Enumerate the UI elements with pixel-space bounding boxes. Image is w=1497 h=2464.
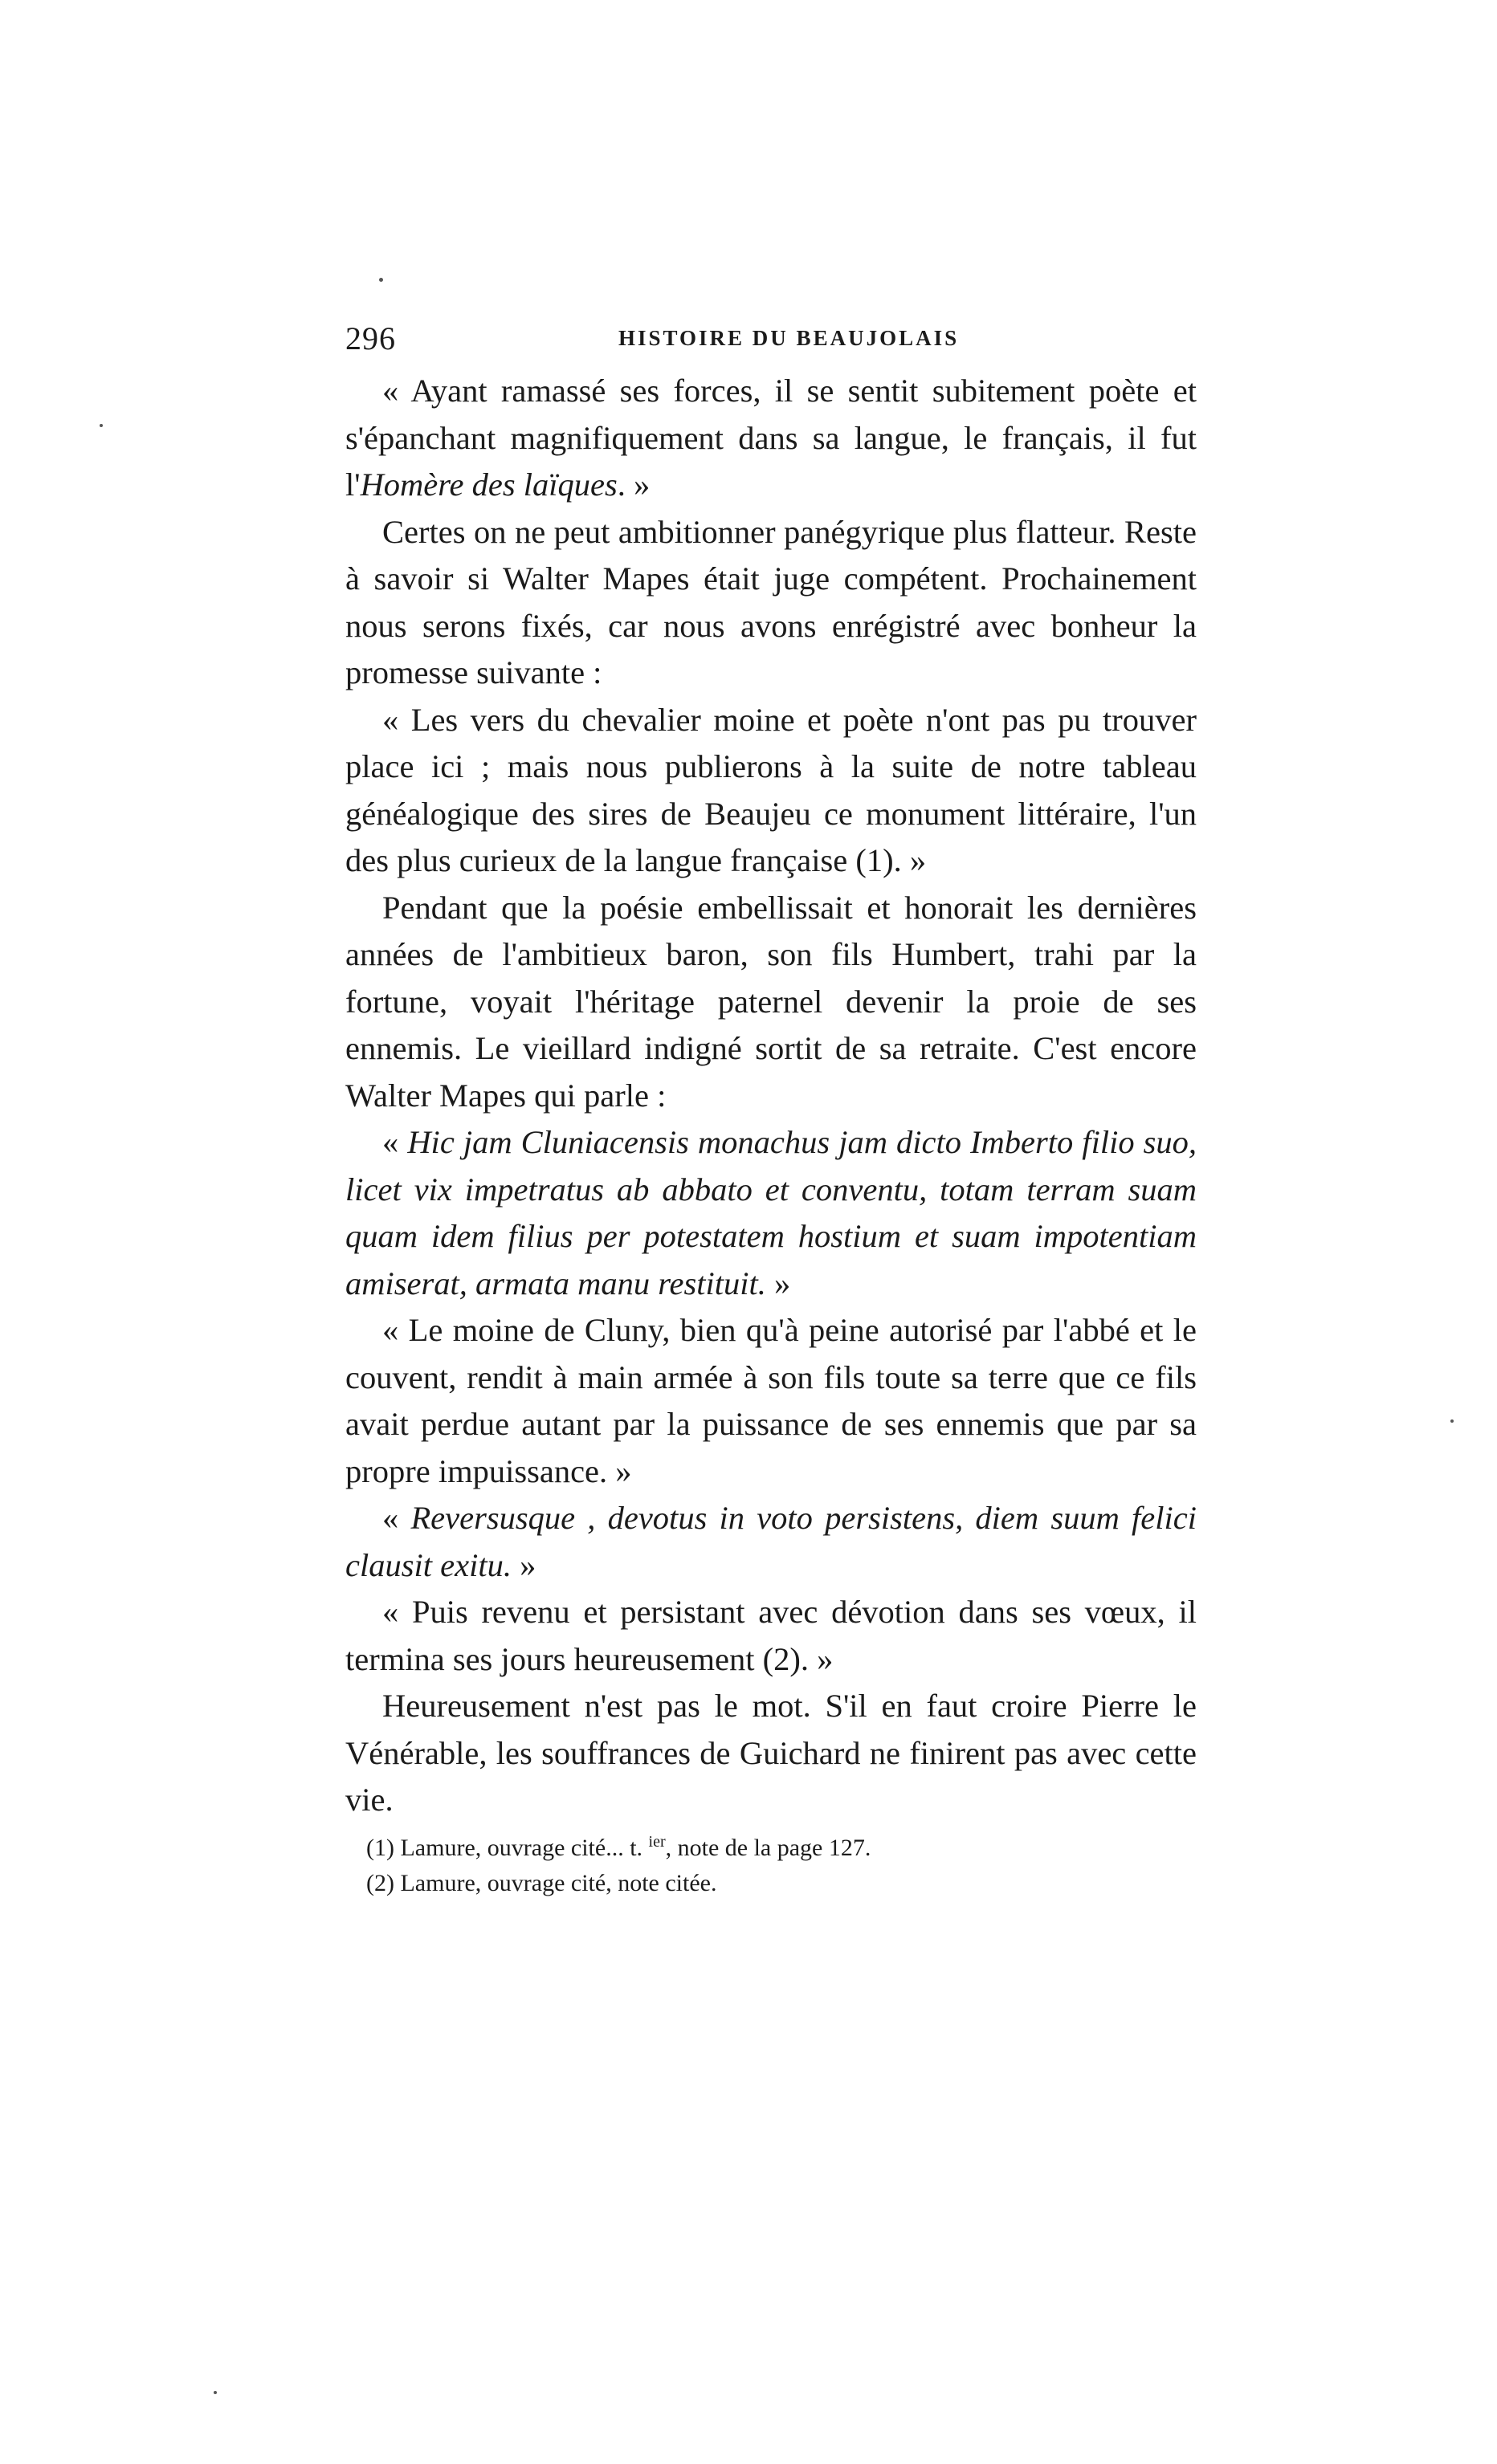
- text-segment-italic: Reversusque , devotus in voto persistens, diem suum felici clausit exitu.: [345, 1500, 1197, 1583]
- paragraph: [345, 1307, 1197, 1495]
- footnote-superscript: ier: [648, 1833, 666, 1851]
- text-segment: « Puis revenu et persistant avec dévotion dans ses vœux, il termina ses jours heureusement (2). »: [345, 1594, 1197, 1677]
- text-segment: « Ayant ramassé ses forces, il se sentit subitement poète et s'épanchant magnifiquement dans sa langue, le français, il fut l': [345, 373, 1197, 503]
- scan-speck: [1450, 1419, 1454, 1423]
- footnote-text: , note de la page 127.: [665, 1835, 871, 1861]
- scan-speck: [100, 424, 103, 427]
- paragraph: [345, 368, 1197, 509]
- scan-speck: [214, 2391, 217, 2394]
- text-segment: »: [765, 1265, 791, 1301]
- footnote-text: Lamure, ouvrage cité... t.: [400, 1835, 649, 1861]
- footnote-marker: (1): [366, 1835, 394, 1861]
- text-segment: Heureusement n'est pas le mot. S'il en faut croire Pierre le Vénérable, les souffrances de Guichard ne finirent pas avec cette vie.: [345, 1688, 1197, 1818]
- page-number: 296: [345, 320, 396, 356]
- scan-speck: [379, 278, 383, 282]
- footnote: [345, 1866, 1197, 1901]
- body-text: [345, 368, 1197, 1824]
- paragraph: [345, 697, 1197, 885]
- text-segment: . »: [617, 466, 651, 503]
- text-segment: Certes on ne peut ambitionner panégyrique plus flatteur. Reste à savoir si Walter Mapes était juge compétent. Prochainement nous serons fixés, car nous avons enrégistré avec bonheur la promesse suivante :: [345, 513, 1197, 690]
- footnotes: [345, 1831, 1197, 1901]
- text-segment-italic: Homère des laïques: [360, 466, 618, 503]
- text-segment: «: [382, 1124, 408, 1160]
- paragraph: [345, 1119, 1197, 1307]
- paragraph: [345, 1683, 1197, 1824]
- text-segment-italic: Hic jam Cluniacensis monachus jam dicto Imberto filio suo, licet vix impetratus ab abbato et conventu, totam terram suam quam idem filius per potestatem hostium et suam impotentiam amiserat, armata manu restituit.: [345, 1124, 1197, 1301]
- paragraph: [345, 1589, 1197, 1683]
- paragraph: [345, 509, 1197, 697]
- footnote: [345, 1831, 1197, 1866]
- paragraph: [345, 885, 1197, 1120]
- text-segment: « Les vers du chevalier moine et poète n'ont pas pu trouver place ici ; mais nous publierons à la suite de notre tableau généalogique des sires de Beaujeu ce monument littéraire, l'un des plus curieux de la langue française (1). »: [345, 701, 1197, 878]
- text-segment: « Le moine de Cluny, bien qu'à peine autorisé par l'abbé et le couvent, rendit à main armée à son fils toute sa terre que ce fils avait perdue autant par la puissance de ses ennemis que par sa propre impuissance. »: [345, 1312, 1197, 1489]
- footnote-text: Lamure, ouvrage cité, note citée.: [400, 1870, 717, 1896]
- paragraph: [345, 1495, 1197, 1589]
- text-segment: »: [511, 1546, 536, 1583]
- text-segment: Pendant que la poésie embellissait et honorait les dernières années de l'ambitieux baron, son fils Humbert, trahi par la fortune, voyait l'héritage paternel devenir la proie de ses ennemis. Le vieillard indigné sortit de sa retraite. C'est encore Walter Mapes qui parle :: [345, 889, 1197, 1114]
- page-header: [345, 320, 1197, 360]
- running-title: HISTOIRE DU BEAUJOLAIS: [618, 326, 960, 350]
- footnote-marker: (2): [366, 1870, 394, 1896]
- text-segment: «: [382, 1500, 411, 1536]
